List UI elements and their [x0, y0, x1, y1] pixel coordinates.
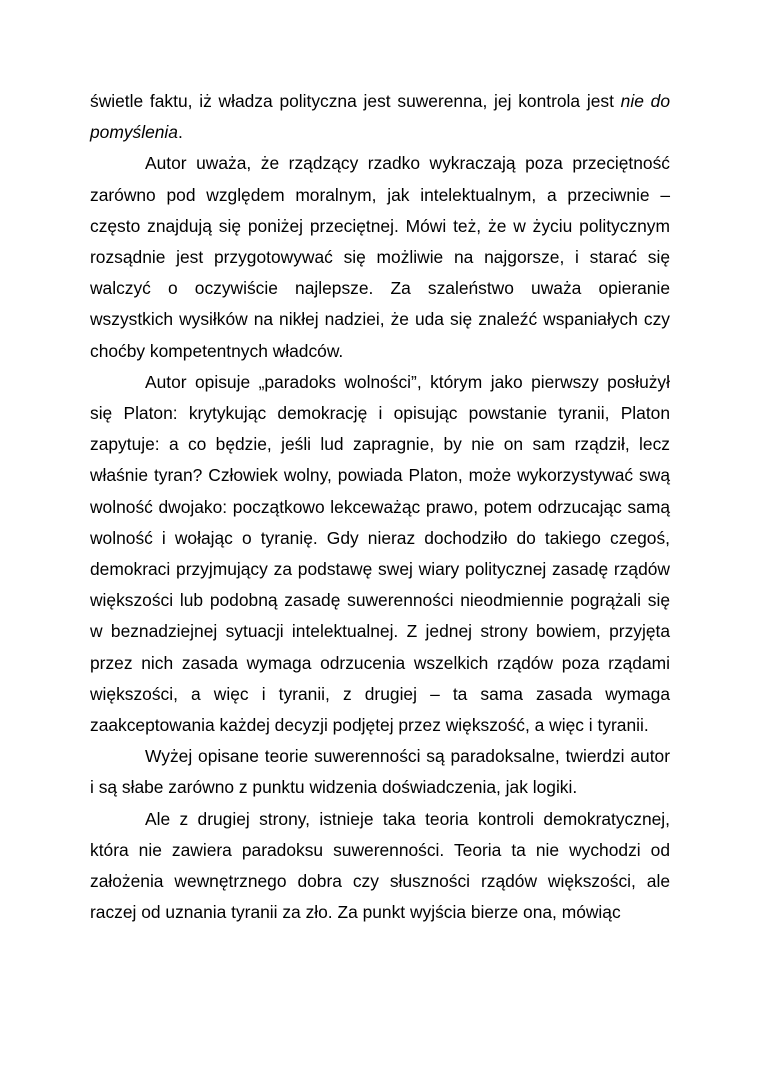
paragraph-2: Autor uważa, że rządzący rzadko wykraczają poza przeciętność zarówno pod względem moralnym, jak intelektualnym, a przeciwnie – często znajdują się poniżej przeciętnej. Mówi też, że w życiu politycznym rozsądnie jest przygotowywać się możliwie na najgorsze, i starać się walczyć o oczywiście najlepsze. Za szaleństwo uważa opieranie wszystkich wysiłków na nikłej nadziei, że uda się znaleźć wspaniałych czy choćby kompetentnych władców. — [90, 153, 670, 361]
paragraph-1-end: . — [177, 122, 183, 143]
paragraph-5: Ale z drugiej strony, istnieje taka teoria kontroli demokratycznej, która nie zawiera paradoksu suwerenności. Teoria ta nie wychodzi od założenia wewnętrznego dobra czy słuszności rządów większości, ale raczej od uznania tyranii za zło. Za punkt wyjścia bierze ona, mówiąc — [90, 808, 670, 923]
paragraph-1-italic: nie do pomyślenia — [90, 91, 670, 143]
paragraph-4: Wyżej opisane teorie suwerenności są paradoksalne, twierdzi autor i są słabe zarówno z punktu widzenia doświadczenia, jak logiki. — [90, 746, 670, 798]
paragraph-1 — [90, 86, 670, 148]
body-text — [90, 86, 670, 928]
paragraph-1-text: świetle faktu, iż władza polityczna jest suwerenna, jej kontrola jest — [90, 91, 621, 111]
paragraph-3: Autor opisuje „paradoks wolności”, którym jako pierwszy posłużył się Platon: krytykując demokrację i opisując powstanie tyranii, Platon zapytuje: a co będzie, jeśli lud zapragnie, by nie on sam rządził, lecz właśnie tyran? Człowiek wolny, powiada Platon, może wykorzystywać swą wolność dwojako: początkowo lekceważąc prawo, potem odrzucając samą wolność i wołając o tyranię. Gdy nieraz dochodziło do takiego czegoś, demokraci przyjmujący za podstawę swej wiary politycznej zasadę rządów większości lub podobną zasadę suwerenności nieodmiennie pogrążali się w beznadziejnej sytuacji intelektualnej. Z jednej strony bowiem, przyjęta przez nich zasada wymaga odrzucenia wszelkich rządów poza rządami większości, a więc i tyranii, z drugiej – ta sama zasada wymaga zaakceptowania każdej decyzji podjętej przez większość, a więc i tyranii. — [90, 371, 670, 736]
